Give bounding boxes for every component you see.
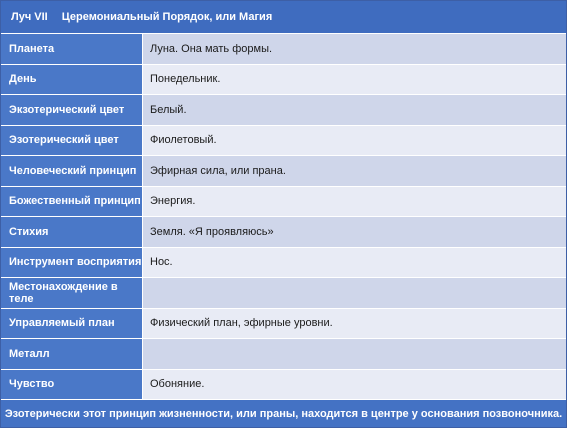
row-key: Божественный принцип	[1, 187, 143, 217]
row-value: Луна. Она мать формы.	[143, 34, 566, 64]
table-row	[1, 339, 566, 370]
ray-name: Церемониальный Порядок, или Магия	[61, 11, 273, 23]
row-key: Планета	[1, 34, 143, 64]
row-key: Местонахождение в теле	[1, 278, 143, 308]
table-row	[1, 217, 566, 248]
row-key: Стихия	[1, 217, 143, 247]
table-row	[1, 65, 566, 96]
table-row	[1, 309, 566, 340]
row-key: Инструмент восприятия	[1, 248, 143, 278]
row-value: Эфирная сила, или прана.	[143, 156, 566, 186]
row-value: Физический план, эфирные уровни.	[143, 309, 566, 339]
row-value: Фиолетовый.	[143, 126, 566, 156]
table-row	[1, 156, 566, 187]
row-value: Энергия.	[143, 187, 566, 217]
row-key: Чувство	[1, 370, 143, 400]
row-key: Человеческий принцип	[1, 156, 143, 186]
table-row	[1, 248, 566, 279]
row-value	[143, 339, 566, 369]
properties-table	[1, 34, 566, 400]
row-key: Управляемый план	[1, 309, 143, 339]
row-key: Металл	[1, 339, 143, 369]
row-value	[143, 278, 566, 308]
table-row	[1, 187, 566, 218]
row-value: Понедельник.	[143, 65, 566, 95]
row-value: Обоняние.	[143, 370, 566, 400]
table-row	[1, 95, 566, 126]
row-value: Земля. «Я проявляюсь»	[143, 217, 566, 247]
row-key: Эзотерический цвет	[1, 126, 143, 156]
row-key: День	[1, 65, 143, 95]
ray-number: Луч VII	[11, 11, 48, 23]
row-key: Экзотерический цвет	[1, 95, 143, 125]
table-row	[1, 126, 566, 157]
table-row	[1, 370, 566, 401]
row-value: Нос.	[143, 248, 566, 278]
row-value: Белый.	[143, 95, 566, 125]
table-footnote: Эзотерически этот принцип жизненности, или праны, находится в центре у основания позвоночника.	[1, 400, 566, 427]
table-row	[1, 278, 566, 309]
table-row	[1, 34, 566, 65]
table-title	[1, 1, 566, 34]
